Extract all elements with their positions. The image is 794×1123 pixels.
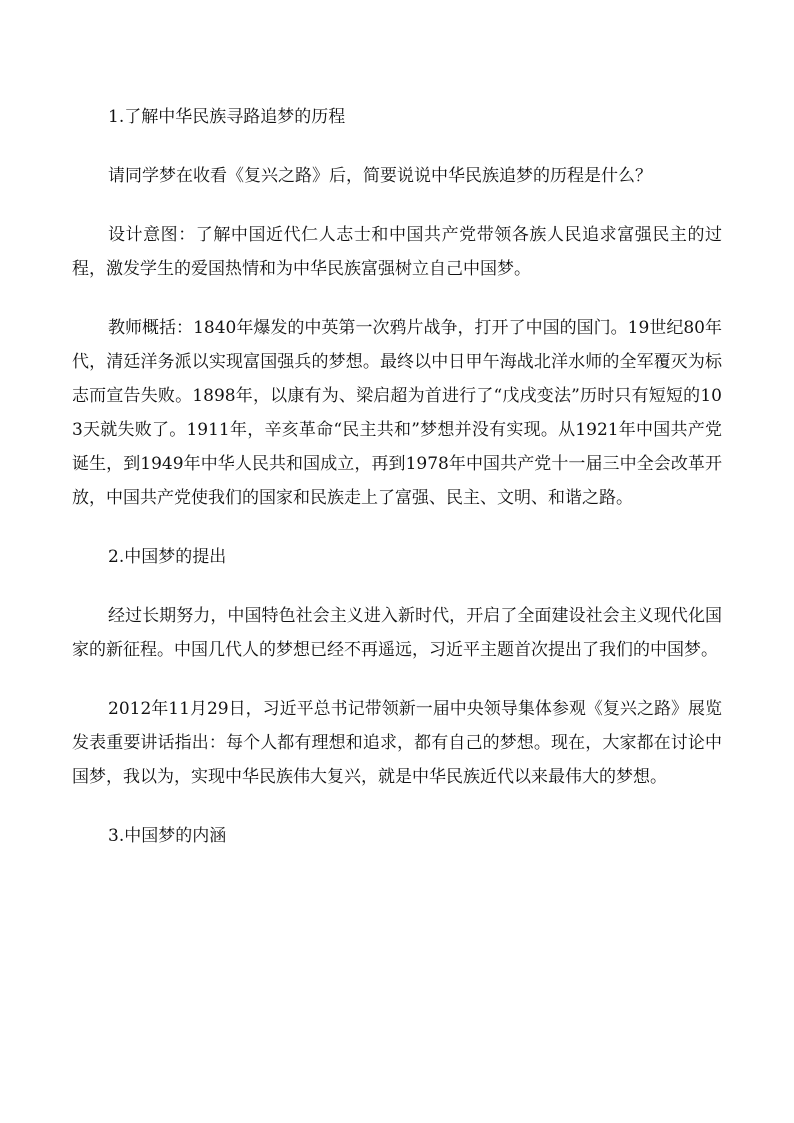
paragraph-teacher-summary: 教师概括：1840年爆发的中英第一次鸦片战争，打开了中国的国门。19世纪80年代，清廷洋务派以实现富国强兵的梦想。最终以中日甲午海战北洋水师的全军覆灭为标志而宣告失败。1898年，以康有为、梁启超为首进行了“戊戌变法”历时只有短短的103天就失败了。1911年，辛亥革命“民主共和”梦想并没有实现。从1921年中国共产党诞生，到1949年中华人民共和国成立，再到1978年中国共产党十一届三中全会改革开放，中国共产党使我们的国家和民族走上了富强、民主、文明、和谐之路。 [72,318,722,508]
paragraph-question: 请同学梦在收看《复兴之路》后，简要说说中华民族追梦的历程是什么？ [108,166,652,186]
section-heading-1: 1.了解中华民族寻路追梦的历程 [108,107,346,127]
paragraph-new-era: 经过长期努力，中国特色社会主义进入新时代，开启了全面建设社会主义现代化国家的新征程。中国几代人的梦想已经不再遥远，习近平主题首次提出了我们的中国梦。 [72,606,722,660]
section-heading-3: 3.中国梦的内涵 [108,826,227,846]
document-body [72,100,722,878]
section-heading-2: 2.中国梦的提出 [108,547,227,567]
paragraph-design-intent: 设计意图：了解中国近代仁人志士和中国共产党带领各族人民追求富强民主的过程，激发学生的爱国热情和为中华民族富强树立自己中国梦。 [72,225,722,279]
paragraph-speech: 2012年11月29日，习近平总书记带领新一届中央领导集体参观《复兴之路》展览发表重要讲话指出：每个人都有理想和追求，都有自己的梦想。现在，大家都在讨论中国梦，我以为，实现中华民族伟大复兴，就是中华民族近代以来最伟大的梦想。 [72,699,722,787]
